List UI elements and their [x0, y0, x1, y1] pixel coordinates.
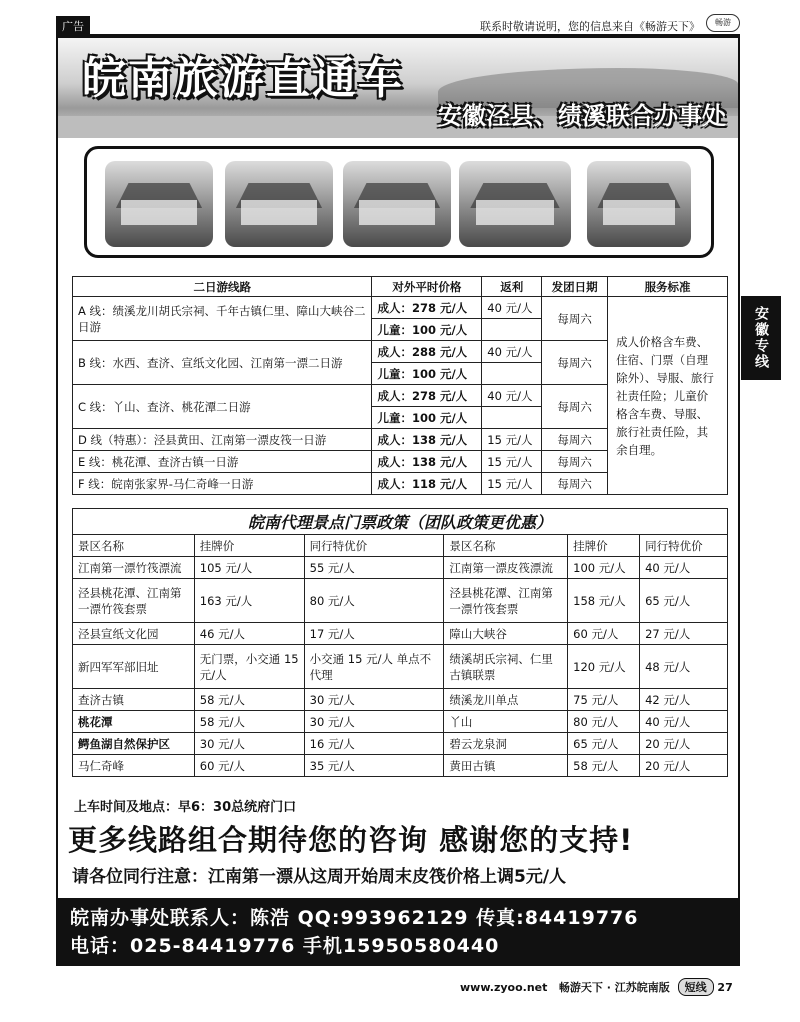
trade-price: 20 元/人 [640, 755, 728, 777]
trade-price: 20 元/人 [640, 733, 728, 755]
list-price: 80 元/人 [568, 711, 640, 733]
contact-line-2: 电话：025-84419776 手机15950580440 [70, 935, 500, 957]
rebate: 15 元/人 [482, 451, 542, 473]
list-price: 30 元/人 [194, 733, 304, 755]
list-price: 163 元/人 [194, 579, 304, 623]
page-number: 27 [717, 981, 733, 994]
trade-price: 30 元/人 [304, 689, 444, 711]
price-child: 儿童：100 元/人 [372, 407, 482, 429]
scenic-name: 桃花潭 [73, 711, 195, 733]
rebate: 15 元/人 [482, 473, 542, 495]
scenic-name: 泾县桃花潭、江南第一漂竹筏套票 [73, 579, 195, 623]
contact-block [58, 898, 738, 964]
list-price: 60 元/人 [568, 623, 640, 645]
col-list-price: 挂牌价 [194, 535, 304, 557]
col-route: 二日游线路 [73, 277, 372, 297]
scenic-name: 泾县宣纸文化园 [73, 623, 195, 645]
depart-date: 每周六 [542, 297, 608, 341]
col-scenic: 景区名称 [73, 535, 195, 557]
list-price: 158 元/人 [568, 579, 640, 623]
info-notice: 联系时敬请说明，您的信息来自《畅游天下》 [480, 20, 700, 33]
scenic-name: 新四军军部旧址 [73, 645, 195, 689]
price-child: 儿童：100 元/人 [372, 363, 482, 385]
scenic-name: 碧云龙泉洞 [444, 733, 568, 755]
scenic-name: 江南第一漂皮筏漂流 [444, 557, 568, 579]
magazine-logo: 畅游 [706, 14, 740, 32]
banner [58, 38, 738, 138]
page-footer [460, 978, 733, 996]
trade-price: 80 元/人 [304, 579, 444, 623]
footer-section-badge: 短线 [678, 978, 714, 996]
contact-line-1: 皖南办事处联系人：陈浩 QQ:993962129 传真:84419776 [70, 907, 639, 929]
rebate: 40 元/人 [482, 385, 542, 407]
col-rebate: 返利 [482, 277, 542, 297]
depart-date: 每周六 [542, 429, 608, 451]
photo-river-houses [343, 161, 451, 247]
photo-strip [84, 146, 714, 258]
trade-price: 40 元/人 [640, 557, 728, 579]
tickets-header-row [73, 535, 728, 557]
photo-lake-town [459, 161, 571, 247]
price-adult: 成人：288 元/人 [372, 341, 482, 363]
price-child: 儿童：100 元/人 [372, 319, 482, 341]
boarding-info: 上车时间及地点：早6：30总统府门口 [74, 800, 297, 815]
list-price: 58 元/人 [194, 711, 304, 733]
list-price: 46 元/人 [194, 623, 304, 645]
list-price: 58 元/人 [194, 689, 304, 711]
table-row [73, 623, 728, 645]
price-adult: 成人：278 元/人 [372, 297, 482, 319]
list-price: 无门票，小交通 15 元/人 [194, 645, 304, 689]
col-price: 对外平时价格 [372, 277, 482, 297]
price-adult: 成人：118 元/人 [372, 473, 482, 495]
list-price: 105 元/人 [194, 557, 304, 579]
route-b: B 线：水西、查济、宣纸文化园、江南第一漂二日游 [73, 341, 372, 385]
banner-subtitle: 安徽泾县、绩溪联合办事处 [438, 102, 726, 130]
col-date: 发团日期 [542, 277, 608, 297]
trade-price: 65 元/人 [640, 579, 728, 623]
scenic-name: 障山大峡谷 [444, 623, 568, 645]
routes-table [72, 276, 728, 495]
rebate: 15 元/人 [482, 429, 542, 451]
footer-publication: 畅游天下 · 江苏皖南版 [558, 981, 670, 994]
col-scenic: 景区名称 [444, 535, 568, 557]
list-price: 58 元/人 [568, 755, 640, 777]
route-c: C 线：丫山、查济、桃花潭二日游 [73, 385, 372, 429]
route-f: F 线：皖南张家界-马仁奇峰一日游 [73, 473, 372, 495]
list-price: 100 元/人 [568, 557, 640, 579]
depart-date: 每周六 [542, 473, 608, 495]
col-trade-price: 同行特优价 [304, 535, 444, 557]
price-notice: 请各位同行注意：江南第一漂从这周开始周末皮筏价格上调5元/人 [72, 867, 567, 887]
table-row [73, 579, 728, 623]
route-d: D 线（特惠）：泾县黄田、江南第一漂皮筏一日游 [73, 429, 372, 451]
routes-header-row [73, 277, 728, 297]
scenic-name: 江南第一漂竹筏漂流 [73, 557, 195, 579]
depart-date: 每周六 [542, 385, 608, 429]
rebate: 40 元/人 [482, 297, 542, 319]
price-adult: 成人：138 元/人 [372, 451, 482, 473]
scenic-name: 黄田古镇 [444, 755, 568, 777]
trade-price: 40 元/人 [640, 711, 728, 733]
scenic-name: 绩溪胡氏宗祠、仁里古镇联票 [444, 645, 568, 689]
banner-title: 皖南旅游直通车 [82, 53, 404, 104]
depart-date: 每周六 [542, 451, 608, 473]
tickets-title-row [73, 509, 728, 535]
table-row [73, 711, 728, 733]
trade-price: 55 元/人 [304, 557, 444, 579]
photo-ancestral-hall [587, 161, 691, 247]
trade-price: 42 元/人 [640, 689, 728, 711]
scenic-name: 丫山 [444, 711, 568, 733]
table-row [73, 557, 728, 579]
price-adult: 成人：278 元/人 [372, 385, 482, 407]
scenic-name: 泾县桃花潭、江南第一漂竹筏套票 [444, 579, 568, 623]
tickets-table [72, 508, 728, 777]
route-a: A 线：绩溪龙川胡氏宗祠、千年古镇仁里、障山大峡谷二日游 [73, 297, 372, 341]
scenic-name: 鳄鱼湖自然保护区 [73, 733, 195, 755]
call-to-action: 更多线路组合期待您的咨询 感谢您的支持! [68, 823, 634, 857]
table-row [73, 645, 728, 689]
list-price: 65 元/人 [568, 733, 640, 755]
top-bar [56, 12, 740, 36]
table-row [73, 297, 728, 319]
tickets-title: 皖南代理景点门票政策（团队政策更优惠） [73, 509, 728, 535]
list-price: 75 元/人 [568, 689, 640, 711]
trade-price: 16 元/人 [304, 733, 444, 755]
ad-tag: 广告 [56, 16, 90, 36]
photo-village [225, 161, 333, 247]
trade-price: 小交通 15 元/人 单点不代理 [304, 645, 444, 689]
trade-price: 30 元/人 [304, 711, 444, 733]
table-row [73, 689, 728, 711]
col-trade-price: 同行特优价 [640, 535, 728, 557]
list-price: 120 元/人 [568, 645, 640, 689]
footer-site[interactable]: www.zyoo.net [460, 981, 548, 994]
price-adult: 成人：138 元/人 [372, 429, 482, 451]
table-row [73, 755, 728, 777]
table-row [73, 733, 728, 755]
scenic-name: 绩溪龙川单点 [444, 689, 568, 711]
service-standard: 成人价格含车费、住宿、门票（自理除外）、导服、旅行社责任险；儿童价格含车费、导服、旅行社责任险，其余自理。 [608, 297, 728, 495]
trade-price: 35 元/人 [304, 755, 444, 777]
trade-price: 27 元/人 [640, 623, 728, 645]
col-service: 服务标准 [608, 277, 728, 297]
list-price: 60 元/人 [194, 755, 304, 777]
depart-date: 每周六 [542, 341, 608, 385]
trade-price: 17 元/人 [304, 623, 444, 645]
route-e: E 线：桃花潭、查济古镇一日游 [73, 451, 372, 473]
scenic-name: 查济古镇 [73, 689, 195, 711]
side-tab-anhui: 安徽专线 [741, 296, 781, 380]
trade-price: 48 元/人 [640, 645, 728, 689]
rebate: 40 元/人 [482, 341, 542, 363]
scenic-name: 马仁奇峰 [73, 755, 195, 777]
col-list-price: 挂牌价 [568, 535, 640, 557]
photo-garden [105, 161, 213, 247]
